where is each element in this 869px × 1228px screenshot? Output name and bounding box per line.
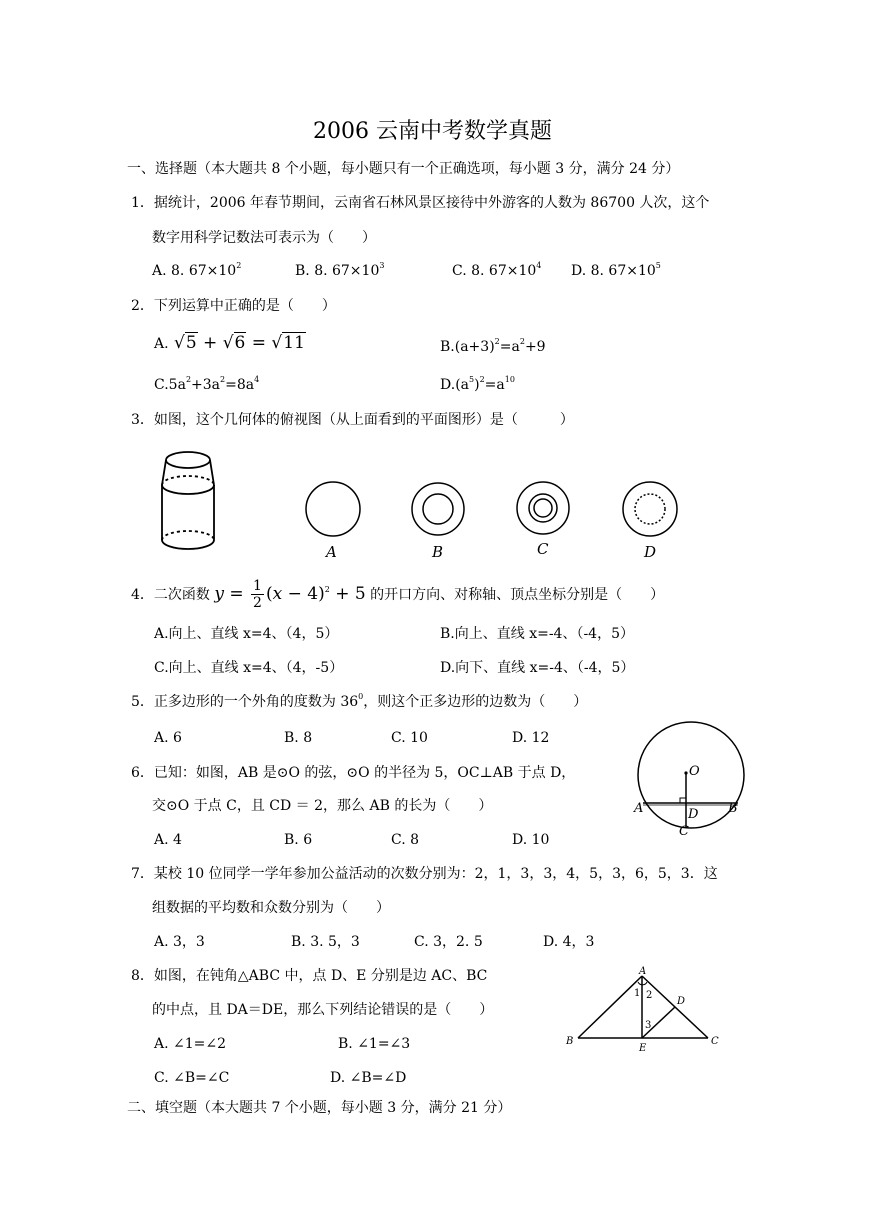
question-1-line-1: 1．据统计，2006 年春节期间，云南省石林风景区接待中外游客的人数为 86700 人次，这个 xyxy=(131,195,710,211)
point-d-label: D xyxy=(677,996,686,1007)
angle-2-label: 2 xyxy=(646,990,653,1001)
question-6-circle-figure xyxy=(630,720,750,840)
point-o-label: O xyxy=(689,764,700,779)
question-8-line-2: 的中点，且 DA＝DE，那么下列结论错误的是（ ） xyxy=(152,1002,494,1018)
question-7-option-b: B. 3. 5，3 xyxy=(291,934,360,950)
point-d-label: D xyxy=(688,807,699,822)
question-4-option-c: C.向上、直线 x=4、（4，-5） xyxy=(154,660,344,676)
vertex-c-label: C xyxy=(711,1036,719,1047)
question-8-option-d: D. ∠B=∠D xyxy=(330,1070,407,1086)
question-5-option-c: C. 10 xyxy=(391,730,428,746)
question-3-figure xyxy=(150,440,710,570)
question-8-option-a: A. ∠1=∠2 xyxy=(154,1036,227,1052)
question-5-option-d: D. 12 xyxy=(512,730,550,746)
option-b-figure xyxy=(412,483,464,561)
section-header-fill-in: 二、填空题（本大题共 7 个小题，每小题 3 分，满分 21 分） xyxy=(127,1100,512,1116)
question-4-formula: y = $\frac{1}{2}$ $(x - 4)^2 + 5$ xyxy=(214,578,366,611)
question-3-stem: 3．如图，这个几何体的俯视图（从上面看到的平面图形）是（ ） xyxy=(131,412,574,428)
angle-1-label: 1 xyxy=(634,988,641,999)
option-d-figure xyxy=(623,482,677,561)
option-c-figure xyxy=(517,482,569,558)
question-6-option-c: C. 8 xyxy=(391,832,420,848)
vertex-b-label: B xyxy=(566,1036,574,1047)
page-title: 2006 云南中考数学真题 xyxy=(313,119,552,144)
question-5-option-a: A. 6 xyxy=(154,730,182,746)
question-5-stem: 5．正多边形的一个外角的度数为 $36^0$，则这个正多边形的边数为（ ） xyxy=(131,692,588,710)
section-header-choice: 一、选择题（本大题共 8 个小题，每小题只有一个正确选项，每小题 3 分，满分 24 分） xyxy=(127,161,680,177)
point-a-label: A xyxy=(634,801,644,816)
point-b-label: B xyxy=(728,801,738,816)
question-2-option-b: $B.(a+3)^2=a^2+9$ xyxy=(440,337,546,355)
question-4-option-a: A.向上、直线 x=4、（4，5） xyxy=(154,626,339,642)
angle-3-label: 3 xyxy=(645,1020,652,1031)
question-8-line-1: 8．如图，在钝角△ABC 中，点 D、E 分别是边 AC、BC xyxy=(131,968,488,984)
question-1-option-a: A. 8. $67\times 10^2$ xyxy=(152,261,242,279)
question-2-option-a: A. √5 + √6 = √11 xyxy=(154,333,305,353)
option-a-figure xyxy=(306,482,360,561)
question-8-option-c: C. ∠B=∠C xyxy=(154,1070,230,1086)
question-4-option-b: B.向上、直线 x=-4、（-4，5） xyxy=(440,626,634,642)
question-8-option-b: B. ∠1=∠3 xyxy=(338,1036,411,1052)
point-e-label: E xyxy=(639,1043,647,1054)
question-6-option-b: B. 6 xyxy=(284,832,313,848)
question-1-line-2: 数字用科学记数法可表示为（ ） xyxy=(152,230,376,246)
option-c-label: C xyxy=(537,540,549,558)
question-7-line-2: 组数据的平均数和众数分别为（ ） xyxy=(152,900,390,916)
question-5-option-b: B. 8 xyxy=(284,730,313,746)
option-b-label: B xyxy=(432,543,444,561)
question-2-option-d: $D.(a^5)^2=a^{10}$ xyxy=(440,375,515,393)
question-1-option-d: D. 8. $67\times 10^5$ xyxy=(571,261,661,279)
point-c-label: C xyxy=(679,824,689,839)
question-6-line-1: 6．已知：如图，AB 是⊙O 的弦，⊙O 的半径为 5，OC⊥AB 于点 D， xyxy=(131,765,576,781)
question-6-option-d: D. 10 xyxy=(512,832,550,848)
question-4-option-d: D.向下、直线 x=-4、（-4，5） xyxy=(440,660,635,676)
question-2-stem: 2．下列运算中正确的是（ ） xyxy=(131,298,336,314)
question-1-option-c: C. 8. $67\times 10^4$ xyxy=(452,261,542,279)
question-8-triangle-figure xyxy=(560,962,725,1057)
solid-figure xyxy=(162,452,214,549)
option-d-label: D xyxy=(644,543,657,561)
question-4-stem: 4．二次函数 y = $\frac{1}{2}$ $(x - 4)^2 + 5$ 的开口方向、对称轴、顶点坐标分别是（ ） xyxy=(131,578,665,611)
question-7-line-1: 7．某校 10 位同学一学年参加公益活动的次数分别为：2，1，3，3，4，5，3，6，5，3．这 xyxy=(131,866,718,882)
option-a-label: A xyxy=(326,543,337,561)
vertex-a-label: A xyxy=(639,966,647,977)
question-1-option-b: B. 8. $67\times 10^3$ xyxy=(295,261,385,279)
question-6-line-2: 交⊙O 于点 C，且 CD ＝ 2，那么 AB 的长为（ ） xyxy=(152,798,493,814)
question-6-option-a: A. 4 xyxy=(154,832,182,848)
question-7-option-c: C. 3，2. 5 xyxy=(414,934,483,950)
question-2-option-c: $C.5a^2+3a^2=8a^4$ xyxy=(154,375,260,393)
question-7-option-a: A. 3，3 xyxy=(154,934,205,950)
question-7-option-d: D. 4，3 xyxy=(543,934,595,950)
